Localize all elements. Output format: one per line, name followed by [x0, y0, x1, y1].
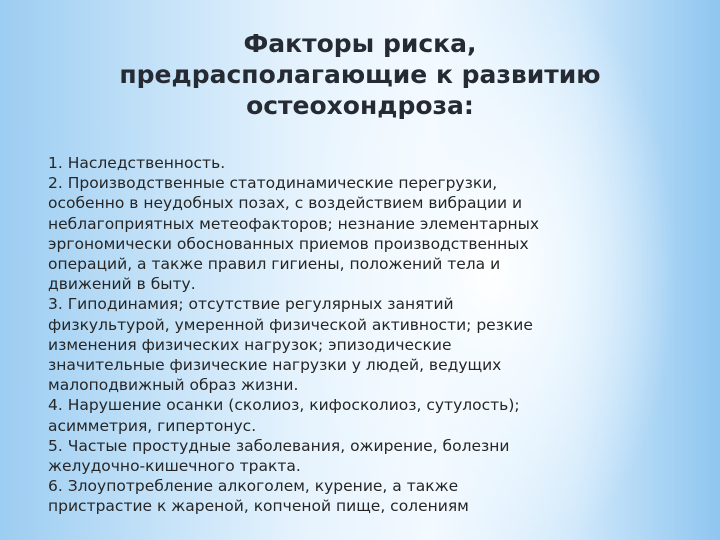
body-line: значительные физические нагрузки у людей, ведущих — [48, 356, 502, 375]
body-line: неблагоприятных метеофакторов; незнание элементарных — [48, 214, 540, 233]
body-line: пристрастие к жареной, копченой пище, солениям — [48, 497, 469, 516]
body-line: 6. Злоупотребление алкоголем, курение, а также — [48, 477, 459, 496]
slide-title-line: остеохондроза: — [246, 91, 474, 120]
body-line: 4. Нарушение осанки (сколиоз, кифосколиоз, сутулость); — [48, 396, 520, 415]
body-line: физкультурой, умеренной физической активности; резкие — [48, 315, 533, 334]
body-line: 3. Гиподинамия; отсутствие регулярных занятий — [48, 295, 454, 314]
slide-title-line: Факторы риска, — [243, 29, 477, 58]
body-line: эргономически обоснованных приемов производственных — [48, 234, 529, 253]
body-line: особенно в неудобных позах, с воздействием вибрации и — [48, 194, 523, 213]
body-line: 1. Наследственность. — [48, 154, 226, 172]
body-line: 2. Производственные статодинамические перегрузки, — [48, 174, 498, 193]
body-line: малоподвижный образ жизни. — [48, 376, 299, 395]
slide-title-line: предрасполагающие к развитию — [119, 60, 601, 89]
body-line: операций, а также правил гигиены, положений тела и — [48, 255, 501, 274]
body-line: 5. Частые простудные заболевания, ожирение, болезни — [48, 436, 510, 455]
body-line: движений в быту. — [48, 275, 196, 294]
body-line: желудочно-кишечного тракта. — [48, 457, 301, 476]
slide-title — [40, 28, 680, 121]
body-line: изменения физических нагрузок; эпизодические — [48, 335, 452, 354]
body-line: асимметрия, гипертонус. — [48, 416, 257, 435]
slide-body-text — [48, 153, 688, 517]
